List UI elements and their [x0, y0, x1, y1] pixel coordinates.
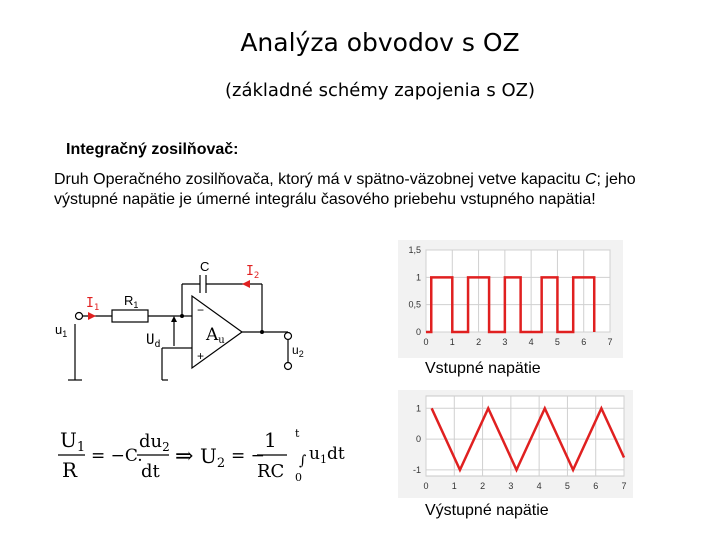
current-i1-arrow	[88, 312, 96, 320]
resistor-r1	[112, 310, 148, 322]
y-tick-label: 1	[415, 403, 421, 414]
x-tick-label: 7	[607, 337, 613, 347]
gain-label: Au	[206, 325, 225, 346]
x-tick-label: 5	[564, 481, 570, 491]
formula-lower-limit: 0	[295, 471, 302, 484]
resistor-label: $R_1$	[124, 293, 139, 310]
x-tick-label: 0	[423, 481, 429, 491]
output-voltage-chart	[398, 390, 633, 498]
formula-derivative-den: dt	[141, 461, 160, 482]
x-tick-label: 3	[508, 481, 514, 491]
y-tick-label: -1	[412, 464, 421, 475]
x-tick-label: 6	[581, 337, 587, 347]
output-terminal	[285, 333, 292, 340]
formula-integrand: $u_1dt$	[309, 444, 345, 466]
opamp-minus: −	[197, 303, 205, 317]
plot-area	[426, 250, 610, 332]
description	[54, 170, 694, 210]
formula-rc: RC	[257, 461, 285, 482]
description-capacitor-symbol: C	[584, 171, 597, 188]
x-tick-label: 5	[554, 337, 560, 347]
ud-arrow-head	[171, 316, 177, 322]
y-tick-label: 1	[415, 272, 421, 283]
current-i1-label: $I_1$	[86, 296, 100, 313]
formula-implies: ⇒	[175, 444, 194, 469]
formula-u2: $U_2$	[200, 444, 226, 471]
y-tick-label: 1,5	[408, 245, 421, 255]
page-title: Analýza obvodov s OZ	[240, 28, 520, 57]
x-tick-label: 1	[449, 337, 455, 347]
y-tick-label: 0	[415, 327, 421, 337]
x-tick-label: 3	[502, 337, 508, 347]
output-chart-caption: Výstupné napätie	[425, 502, 549, 519]
page-subtitle: (základné schémy zapojenia s OZ)	[224, 80, 536, 101]
current-i2-arrow	[242, 280, 250, 288]
x-tick-label: 2	[480, 481, 486, 491]
description-text: Druh Operačného zosilňovača, ktorý má v spätno-väzobnej vetve kapacitu	[54, 171, 585, 188]
capacitor-label: C	[200, 259, 210, 274]
formula-eq1: = −C.	[91, 446, 143, 466]
formula-integral-sign: ∫	[299, 453, 307, 469]
formula-upper-limit: t	[295, 427, 300, 440]
formula-lhs-num: $U_1$	[60, 428, 86, 455]
integrator-circuit	[50, 250, 350, 395]
formula-eq2: = −	[231, 446, 265, 466]
formula-one: 1	[264, 428, 277, 452]
x-tick-label: 7	[621, 481, 627, 491]
formula-derivative-num: $du_2$	[139, 431, 170, 454]
input-terminal	[76, 313, 83, 320]
x-tick-label: 4	[536, 481, 542, 491]
diff-voltage-label: $U_d$	[146, 332, 161, 350]
section-heading: Integračný zosilňovač:	[66, 141, 239, 158]
opamp-plus: +	[197, 349, 205, 363]
x-tick-label: 0	[423, 337, 429, 347]
x-tick-label: 2	[476, 337, 482, 347]
output-ground-terminal	[285, 363, 292, 370]
formula-lhs-den: R	[62, 458, 78, 482]
description-text-end: ; jeho výstupné napätie je úmerné integrálu časového priebehu vstupného napätia!	[54, 171, 636, 208]
y-tick-label: 0,5	[408, 299, 421, 310]
x-tick-label: 1	[451, 481, 457, 491]
output-voltage-label: $u_2$	[292, 343, 304, 359]
input-voltage-label: $u_1$	[55, 322, 68, 339]
integrator-formula	[55, 425, 375, 495]
x-tick-label: 4	[528, 337, 534, 347]
current-i2-label: $I_2$	[246, 264, 260, 281]
input-voltage-chart	[398, 240, 623, 358]
x-tick-label: 6	[593, 481, 599, 491]
y-tick-label: 0	[415, 434, 421, 445]
input-chart-caption: Vstupné napätie	[425, 360, 541, 377]
